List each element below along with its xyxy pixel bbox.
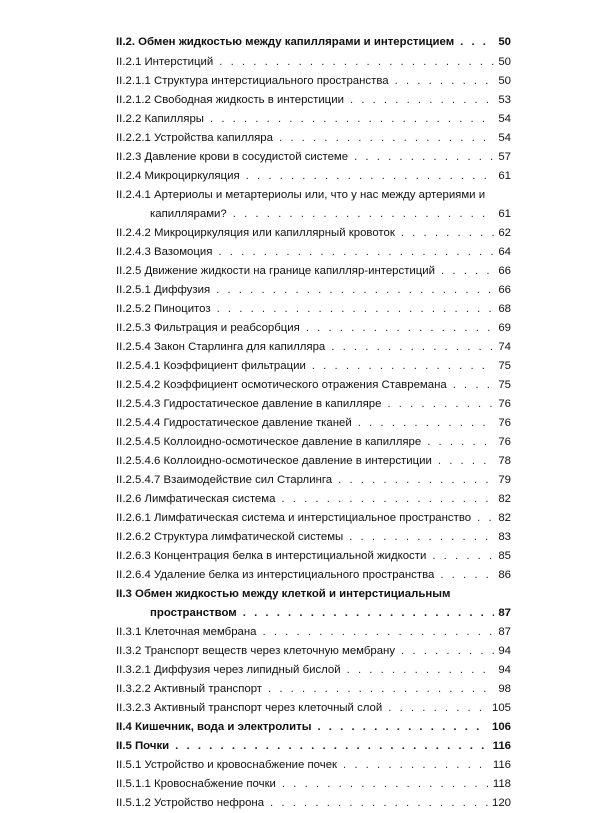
toc-entry-page: 76 — [498, 417, 511, 429]
dot-leader — [354, 148, 494, 167]
toc-entry-title: II.2.6.2 Структура лимфатической системы — [116, 531, 344, 543]
toc-entry[interactable] — [116, 547, 511, 566]
toc-entry-page: 75 — [498, 379, 511, 391]
toc-entry-title: II.2.5.3 Фильтрация и реабсорбция — [116, 322, 300, 334]
toc-entry-page: 94 — [498, 645, 511, 657]
toc-entry-page: 85 — [498, 550, 511, 562]
toc-entry[interactable] — [116, 33, 511, 52]
toc-entry-title: II.2.5.4.4 Гидростатическое давление тканей — [116, 417, 352, 429]
toc-entry-page: 54 — [498, 132, 511, 144]
toc-entry-title: II.2.5.4.2 Коэффициент осмотического отражения Ставремана — [116, 379, 447, 391]
dot-leader — [270, 794, 488, 813]
dot-leader — [210, 110, 494, 129]
toc-entry[interactable] — [116, 110, 511, 129]
toc-entry-title: II.2.4 Микроциркуляция — [116, 170, 240, 182]
toc-entry-page: 87 — [498, 626, 511, 638]
toc-entry-title: II.2.5.4.3 Гидростатическое давление в капилляре — [116, 398, 382, 410]
toc-entry-page: 66 — [498, 284, 511, 296]
dot-leader — [243, 604, 495, 623]
toc-entry[interactable] — [116, 661, 511, 680]
toc-entry-page: 98 — [498, 683, 511, 695]
toc-entry-title: II.2.5.4 Закон Старлинга для капилляра — [116, 341, 326, 353]
dot-leader — [453, 376, 495, 395]
toc-entry[interactable] — [116, 376, 511, 395]
toc-entry-page: 106 — [491, 721, 511, 733]
toc-entry-page: 78 — [498, 455, 511, 467]
toc-entry-page: 54 — [498, 113, 511, 125]
dot-leader — [263, 623, 495, 642]
toc-entry-page: 76 — [498, 436, 511, 448]
toc-entry-page: 75 — [498, 360, 511, 372]
toc-entry-title: II.5 Почки — [116, 740, 170, 752]
dot-leader — [343, 756, 489, 775]
dot-leader — [441, 262, 494, 281]
toc-entry[interactable] — [116, 186, 511, 224]
dot-leader — [217, 300, 495, 319]
table-of-contents — [116, 33, 511, 813]
toc-entry[interactable] — [116, 395, 511, 414]
dot-leader — [218, 243, 494, 262]
toc-entry-page: 86 — [498, 569, 511, 581]
dot-leader — [349, 528, 494, 547]
toc-entry[interactable] — [116, 243, 511, 262]
dot-leader — [350, 91, 494, 110]
toc-entry[interactable] — [116, 433, 511, 452]
toc-entry-page: 74 — [498, 341, 511, 353]
toc-entry-page: 120 — [491, 797, 511, 809]
toc-entry-page: 105 — [491, 702, 511, 714]
toc-entry[interactable] — [116, 72, 511, 91]
dot-leader — [460, 33, 494, 52]
toc-entry-title: II.5.1.1 Кровоснабжение почки — [116, 778, 276, 790]
toc-entry-title: II.2.2.1 Устройства капилляра — [116, 132, 273, 144]
dot-leader — [432, 547, 494, 566]
toc-entry[interactable] — [116, 737, 511, 756]
toc-entry[interactable] — [116, 718, 511, 737]
toc-entry-page: 50 — [498, 75, 511, 87]
toc-entry[interactable] — [116, 680, 511, 699]
toc-entry[interactable] — [116, 300, 511, 319]
toc-entry-title: II.3.1 Клеточная мембрана — [116, 626, 257, 638]
toc-entry-title: II.5.1.2 Устройство нефрона — [116, 797, 265, 809]
dot-leader — [175, 737, 488, 756]
toc-entry-page: 76 — [498, 398, 511, 410]
dot-leader — [306, 319, 495, 338]
toc-entry-title: II.2.6.3 Концентрация белка в интерстициальной жидкости — [116, 550, 427, 562]
toc-entry-page: 50 — [498, 36, 511, 48]
toc-entry-title-line2: пространством — [150, 607, 237, 619]
toc-entry-title: II.2.5.4.7 Взаимодействие сил Старлинга — [116, 474, 333, 486]
toc-entry-title: II.4 Кишечник, вода и электролиты — [116, 721, 312, 733]
toc-entry-page: 53 — [498, 94, 511, 106]
toc-entry-title: II.2.1.1 Структура интерстициального пространства — [116, 75, 389, 87]
toc-entry-title: II.2.6 Лимфатическая система — [116, 493, 276, 505]
dot-leader — [282, 775, 489, 794]
toc-entry[interactable] — [116, 471, 511, 490]
toc-entry-title: II.2.5.2 Пиноцитоз — [116, 303, 211, 315]
toc-entry[interactable] — [116, 794, 511, 813]
dot-leader — [387, 395, 494, 414]
dot-leader — [438, 452, 494, 471]
toc-entry[interactable] — [116, 585, 511, 623]
toc-entry[interactable] — [116, 281, 511, 300]
dot-leader — [219, 53, 494, 72]
dot-leader — [279, 129, 494, 148]
toc-entry[interactable] — [116, 262, 511, 281]
dot-leader — [312, 357, 494, 376]
toc-entry-page: 116 — [492, 740, 511, 752]
toc-entry-title: II.3.2.2 Активный транспорт — [116, 683, 263, 695]
toc-entry[interactable] — [116, 528, 511, 547]
toc-entry-page: 82 — [498, 512, 511, 524]
toc-entry[interactable] — [116, 756, 511, 775]
toc-entry-title: II.2.5.1 Диффузия — [116, 284, 211, 296]
toc-entry-page: 87 — [498, 607, 511, 619]
toc-entry[interactable] — [116, 414, 511, 433]
dot-leader — [388, 699, 488, 718]
toc-entry[interactable] — [116, 699, 511, 718]
toc-entry-page: 61 — [498, 170, 511, 182]
dot-leader — [358, 414, 495, 433]
toc-entry-title: II.2.5 Движение жидкости на границе капилляр-интерстиций — [116, 265, 436, 277]
dot-leader — [268, 680, 494, 699]
toc-entry-title: II.5.1 Устройство и кровоснабжение почек — [116, 759, 338, 771]
toc-entry-title: II.2.5.4.1 Коэффициент фильтрации — [116, 360, 306, 372]
toc-entry[interactable] — [116, 148, 511, 167]
toc-entry-title: II.2.5.4.5 Коллоидно-осмотическое давление в капилляре — [116, 436, 422, 448]
toc-entry-title: II.2.4.2 Микроциркуляция или капиллярный кровоток — [116, 227, 395, 239]
dot-leader — [347, 661, 495, 680]
toc-entry-title: II.2.6.1 Лимфатическая система и интерстициальное пространство — [116, 512, 472, 524]
toc-entry-page: 57 — [498, 151, 511, 163]
toc-entry[interactable] — [116, 490, 511, 509]
toc-entry-title: II.2.5.4.6 Коллоидно-осмотическое давление в интерстиции — [116, 455, 432, 467]
toc-entry[interactable] — [116, 53, 511, 72]
toc-entry[interactable] — [116, 566, 511, 585]
toc-entry-page: 118 — [492, 778, 511, 790]
dot-leader — [233, 205, 495, 224]
toc-entry[interactable] — [116, 167, 511, 186]
dot-leader — [401, 224, 495, 243]
toc-entry-title: II.2.3 Давление крови в сосудистой системе — [116, 151, 349, 163]
dot-leader — [395, 72, 495, 91]
toc-entry-page: 61 — [498, 208, 511, 220]
dot-leader — [281, 490, 494, 509]
toc-entry[interactable] — [116, 319, 511, 338]
toc-entry-title-line1: II.2.4.1 Артериолы и метартериолы или, что у нас между артериями и — [116, 189, 486, 201]
toc-entry-title: II.2.1 Интерстиций — [116, 56, 214, 68]
toc-entry-page: 68 — [498, 303, 511, 315]
toc-entry-page: 116 — [492, 759, 511, 771]
toc-entry-title: II.2.1.2 Свободная жидкость в интерстиции — [116, 94, 344, 106]
dot-leader — [246, 167, 495, 186]
dot-leader — [401, 642, 494, 661]
toc-entry-title: II.2.4.3 Вазомоция — [116, 246, 213, 258]
toc-entry-title: II.2.2 Капилляры — [116, 113, 204, 125]
toc-entry-title: II.2. Обмен жидкостью между капиллярами и интерстицием — [116, 36, 455, 48]
toc-entry-page: 69 — [498, 322, 511, 334]
toc-entry[interactable] — [116, 452, 511, 471]
dot-leader — [331, 338, 494, 357]
toc-entry-title-line2: капиллярами? — [150, 208, 227, 220]
toc-entry-page: 62 — [498, 227, 511, 239]
toc-entry[interactable] — [116, 357, 511, 376]
toc-entry[interactable] — [116, 642, 511, 661]
toc-entry[interactable] — [116, 129, 511, 148]
toc-entry[interactable] — [116, 224, 511, 243]
toc-entry[interactable] — [116, 91, 511, 110]
toc-entry-page: 82 — [498, 493, 511, 505]
toc-entry-title: II.3.2.3 Активный транспорт через клеточный слой — [116, 702, 383, 714]
toc-entry-page: 79 — [498, 474, 511, 486]
dot-leader — [427, 433, 494, 452]
dot-leader — [440, 566, 494, 585]
dot-leader — [216, 281, 494, 300]
dot-leader — [338, 471, 494, 490]
dot-leader — [317, 718, 488, 737]
toc-entry-title: II.3.2 Транспорт веществ через клеточную мембрану — [116, 645, 396, 657]
toc-entry-title: II.3.2.1 Диффузия через липидный бислой — [116, 664, 341, 676]
toc-entry[interactable] — [116, 623, 511, 642]
toc-entry-title: II.2.6.4 Удаление белка из интерстициального пространства — [116, 569, 435, 581]
toc-entry-page: 83 — [498, 531, 511, 543]
toc-entry[interactable] — [116, 338, 511, 357]
toc-entry-page: 50 — [498, 56, 511, 68]
toc-entry[interactable] — [116, 775, 511, 794]
toc-entry-title-line1: II.3 Обмен жидкостью между клеткой и интерстициальным — [116, 588, 451, 600]
dot-leader — [477, 509, 494, 528]
toc-entry-page: 66 — [498, 265, 511, 277]
toc-entry[interactable] — [116, 509, 511, 528]
toc-entry-page: 94 — [498, 664, 511, 676]
toc-entry-page: 64 — [498, 246, 511, 258]
